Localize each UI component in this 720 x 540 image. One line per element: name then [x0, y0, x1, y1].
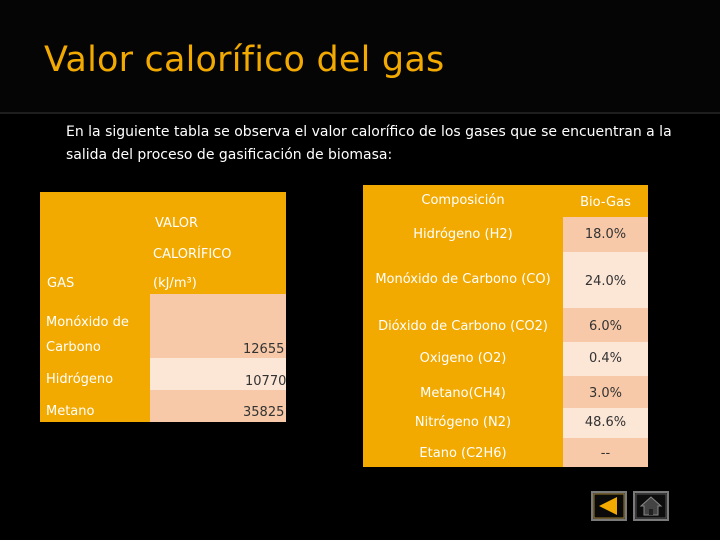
right-row-label: Dióxido de Carbono (CO2)	[378, 319, 548, 334]
home-icon	[635, 493, 667, 519]
right-row-value: 48.6%	[584, 415, 627, 430]
right-row-value: --	[600, 446, 611, 461]
right-row-value: 0.4%	[588, 351, 623, 366]
left-header-gas: GAS	[47, 276, 75, 291]
home-button[interactable]	[633, 491, 669, 521]
right-row-value: 18.0%	[584, 227, 627, 242]
slide-title: Valor calorífico del gas	[44, 40, 445, 80]
left-row-value: 35825	[243, 405, 285, 420]
left-row-gas-label: Hidrógeno	[46, 372, 114, 387]
left-header-valor: VALOR	[155, 216, 198, 231]
left-row-value: 10770	[245, 374, 287, 389]
intro-text: En la siguiente tabla se observa el valor calorífico de los gases que se encuentran a la salida del proceso de gasificación de biomasa:	[66, 124, 672, 163]
right-row-label: Metano(CH4)	[420, 386, 506, 401]
right-row-label: Monóxido de Carbono (CO)	[375, 272, 551, 287]
left-row-gas-label: Monóxido de	[46, 315, 129, 330]
right-header-composicion: Composición	[421, 193, 505, 208]
left-header-calorifico: CALORÍFICO	[153, 247, 232, 262]
left-row-gas-label: Carbono	[46, 340, 101, 355]
right-row-value: 24.0%	[584, 274, 627, 289]
right-row-label: Etano (C2H6)	[419, 446, 507, 461]
triangle-left-icon	[593, 493, 625, 519]
right-row-label: Hidrógeno (H2)	[413, 227, 513, 242]
title-bar	[0, 0, 720, 114]
left-row-value: 12655	[243, 342, 285, 357]
right-row-value: 6.0%	[588, 319, 623, 334]
left-row-gas-label: Metano	[46, 404, 95, 419]
prev-slide-button[interactable]	[591, 491, 627, 521]
right-row-label: Nitrógeno (N2)	[414, 415, 512, 430]
right-row-label: Oxigeno (O2)	[419, 351, 507, 366]
right-header-biogas: Bio-Gas	[580, 195, 631, 210]
right-row-value: 3.0%	[588, 386, 623, 401]
left-header-unit: (kJ/m³)	[153, 276, 197, 291]
